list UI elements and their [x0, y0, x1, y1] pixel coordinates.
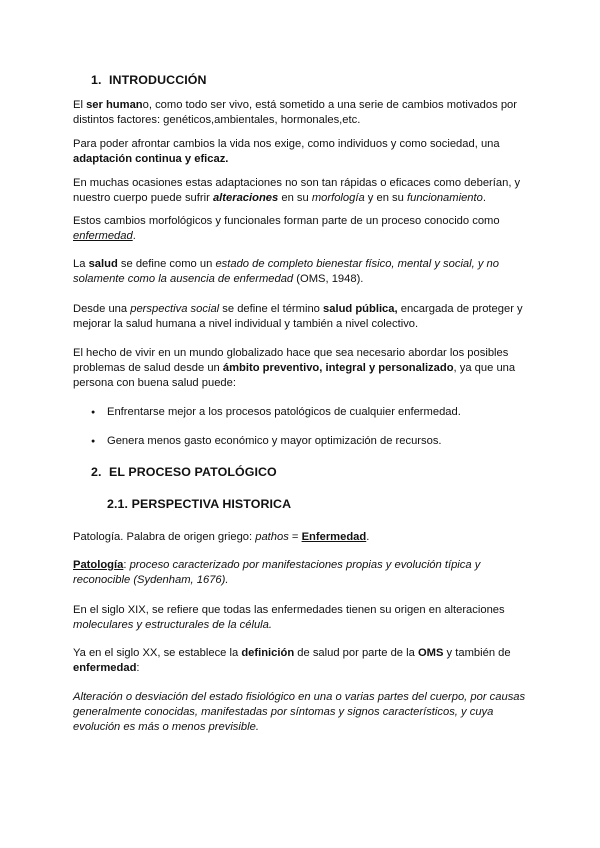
italic-funcionamiento: funcionamiento — [406, 192, 483, 204]
bold-salud-publica: salud pública, — [323, 303, 398, 315]
paragraph-ser-humano: El ser humano, como todo ser vivo, está sometido a una serie de cambios motivados por distintos factores: genéticos,ambientales, hormonales,etc. — [73, 99, 517, 126]
paragraph-alteraciones: En muchas ocasiones estas adaptaciones no son tan rápidas o eficaces como deberían, y nuestro cuerpo puede sufrir alteraciones en su morfología y en su funcionamiento. — [73, 177, 521, 204]
italic-alteracion: Alteración o desviación del estado fisiológico en una o varias partes del cuerpo, por causas generalmente conocidas, manifestadas por síntomas y signos característicos, y cuya evolución es más o menos previsible. — [73, 691, 526, 733]
italic-moleculares: moleculares y estructurales de la célula. — [73, 619, 272, 631]
heading-text: EL PROCESO PATOLÓGICO — [109, 465, 277, 479]
heading-proceso-patologico — [91, 465, 547, 480]
paragraph-salud-publica: Desde una perspectiva social se define el término salud pública, encargada de proteger y mejorar la salud humana a nivel individual y también a nivel colectivo. — [73, 303, 523, 330]
bold-italic-alteraciones: alteraciones — [212, 192, 279, 204]
paragraph-alteracion-definicion — [73, 690, 529, 735]
italic-morfologia: morfología — [311, 192, 365, 204]
heading-number: 2. — [91, 465, 102, 479]
italic-pathos: pathos — [255, 531, 289, 543]
heading-text: INTRODUCCIÓN — [109, 73, 207, 87]
bold-underline-enfermedad: Enfermedad — [301, 531, 367, 543]
italic-underline-enfermedad: enfermedad — [73, 230, 133, 242]
bullet-icon: ● — [91, 409, 96, 416]
italic-proceso-caracterizado: proceso caracterizado por manifestaciones propias y evolución típica y reconocible (Sydenham, 1676). — [73, 559, 481, 586]
paragraph-mundo-globalizado: El hecho de vivir en un mundo globalizado hace que sea necesario abordar los posibles problemas de salud desde un ámbito preventivo, integral y personalizado, ya que una persona con buena salud puede: — [73, 347, 516, 389]
bullet-icon: ● — [91, 438, 96, 445]
heading-number: 2.1. — [107, 497, 129, 511]
bold-enfermedad: enfermedad — [73, 662, 137, 674]
bold-underline-patologia: Patología — [73, 559, 124, 571]
bold-ser-humano: ser human — [86, 99, 143, 111]
italic-definicion-salud: estado de completo bienestar físico, mental y social, y no solamente como la ausencia de enfermedad — [73, 258, 500, 285]
document-page: 1. INTRODUCCIÓN El ser humano, como todo ser vivo, está sometido a una serie de cambios motivados por distintos factores: genéticos,ambientales, hormonales,etc. Para poder afrontar cambios la vida nos exige, como individuos y como sociedad, una adaptación continua y eficaz. En muchas ocasiones estas adaptaciones no son tan rápidas o eficaces como deberían, y nuestro cuerpo puede sufrir alteraciones en su morfología y en su funcionamiento. Estos cambios morfológicos y funcionales forman parte de un proceso conocido como enfermedad. La salud se define como un estado de completo bienestar físico, mental y social, y no solamente como la ausencia de enfermedad (OMS, 1948). Desde una perspectiva social se define el término salud pública, encargada de proteger y mejorar la salud humana a nivel individual y también a nivel colectivo. El hecho de vivir en un mundo globalizado hace que sea necesario abordar los posibles problemas de salud desde un ámbito preventivo, integral y personalizado, ya que una persona con buena salud puede: ● Enfrentarse mejor a los procesos patológicos de cualquier enfermedad. ● Genera menos gasto económico y mayor optimización de recursos. 2. EL PROCESO PATOLÓGICO 2.1. PERSPECTIVA HISTORICA Patología. Palabra de origen griego: pathos = Enfermedad. Patología: proceso caracterizado por manifestaciones propias y evolución típica y reconocible (Sydenham, 1676). En el siglo XIX, se refiere que todas las enfermedades tienen su origen en alteraciones moleculares y estructurales de la célula. Ya en el siglo XX, se establece la definición de salud por parte de la OMS y también de enfermedad: Alteración o desviación del estado fisiológico en una o varias partes del cuerpo, por causas generalmente conocidas, manifestadas por síntomas y signos característicos, y cuya evolución es más o menos previsible. — [0, 0, 600, 848]
bold-adaptacion: adaptación continua y eficaz. — [73, 153, 229, 165]
paragraph-patologia-definicion: Patología: proceso caracterizado por manifestaciones propias y evolución típica y reconocible (Sydenham, 1676). — [73, 559, 481, 586]
bold-definicion: definición — [241, 647, 295, 659]
bold-salud: salud — [88, 258, 118, 270]
bold-oms: OMS — [417, 647, 444, 659]
heading-introduccion — [91, 73, 547, 88]
paragraph-enfermedad: Estos cambios morfológicos y funcionales forman parte de un proceso conocido como enfermedad. — [73, 215, 500, 242]
paragraph-salud-definicion: La salud se define como un estado de completo bienestar físico, mental y social, y no solamente como la ausencia de enfermedad (OMS, 1948). — [73, 258, 500, 285]
heading-number: 1. — [91, 73, 102, 87]
paragraph-siglo-xx: Ya en el siglo XX, se establece la definición de salud por parte de la OMS y también de enfermedad: — [73, 647, 511, 674]
heading-text: PERSPECTIVA HISTORICA — [131, 497, 292, 511]
bold-ambito: ámbito preventivo, integral y personalizado — [222, 362, 454, 374]
heading-perspectiva-historica — [107, 497, 563, 512]
paragraph-adaptacion: Para poder afrontar cambios la vida nos exige, como individuos y como sociedad, una adaptación continua y eficaz. — [73, 138, 500, 165]
paragraph-patologia-origen: Patología. Palabra de origen griego: pathos = Enfermedad. — [73, 531, 370, 543]
paragraph-siglo-xix: En el siglo XIX, se refiere que todas las enfermedades tienen su origen en alteraciones moleculares y estructurales de la célula. — [73, 604, 505, 631]
italic-perspectiva-social: perspectiva social — [130, 303, 220, 315]
